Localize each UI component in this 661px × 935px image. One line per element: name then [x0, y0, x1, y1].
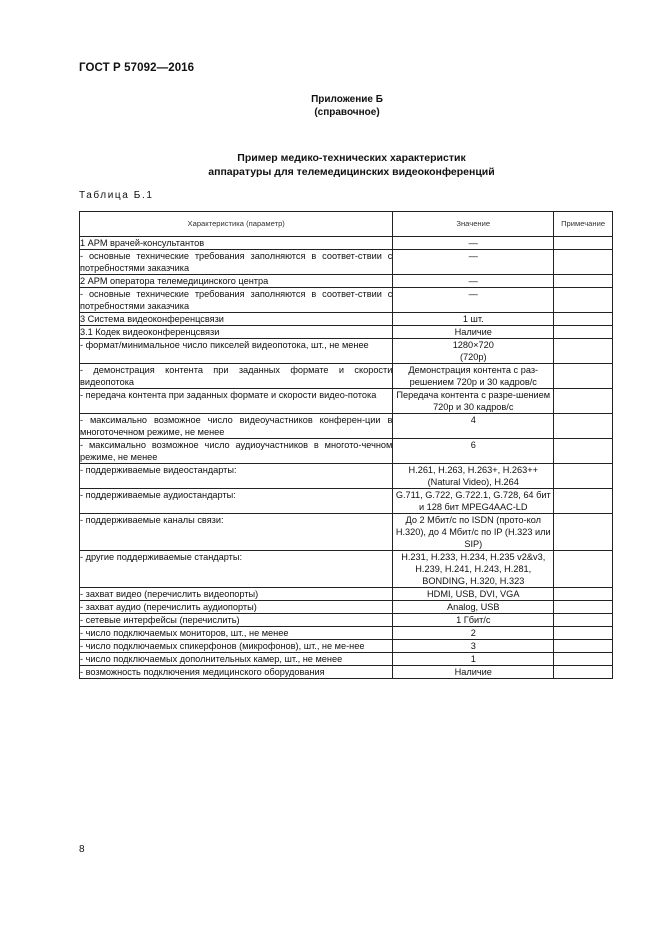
value-cell: Наличие [393, 326, 554, 339]
note-cell [554, 339, 613, 364]
parameter-cell: - число подключаемых спикерфонов (микрофонов), шт., не ме-нее [80, 640, 393, 653]
table-row [80, 339, 613, 364]
value-cell: Демонстрация контента с раз-решением 720p и 30 кадров/с [393, 364, 554, 389]
appendix-heading [33, 93, 661, 119]
table-row [80, 364, 613, 389]
value-cell: Передача контента с разре-шением 720p и 30 кадров/с [393, 389, 554, 414]
note-cell [554, 489, 613, 514]
note-cell [554, 389, 613, 414]
note-cell [554, 313, 613, 326]
note-cell [554, 275, 613, 288]
parameter-cell: 1 АРМ врачей-консультантов [80, 237, 393, 250]
parameter-cell: 3 Система видеоконференцсвязи [80, 313, 393, 326]
note-cell [554, 464, 613, 489]
document-title-line-2: аппаратуры для телемедицинских видеоконференций [208, 166, 495, 178]
table-row [80, 439, 613, 464]
table-row [80, 275, 613, 288]
appendix-type: (справочное) [314, 107, 380, 118]
value-cell: 6 [393, 439, 554, 464]
parameter-cell: - сетевые интерфейсы (перечислить) [80, 614, 393, 627]
note-cell [554, 614, 613, 627]
table-row [80, 288, 613, 313]
parameter-cell: - захват аудио (перечислить аудиопорты) [80, 601, 393, 614]
table-label: Таблица Б.1 [79, 190, 154, 201]
table-row [80, 250, 613, 275]
value-cell: 1 шт. [393, 313, 554, 326]
parameter-cell: - возможность подключения медицинского оборудования [80, 666, 393, 679]
table-row [80, 464, 613, 489]
standard-code: ГОСТ Р 57092—2016 [79, 62, 195, 74]
value-cell: — [393, 237, 554, 250]
value-cell: H.261, H.263, H.263+, H.263++ (Natural Video), H.264 [393, 464, 554, 489]
note-cell [554, 551, 613, 588]
value-cell: — [393, 288, 554, 313]
note-cell [554, 237, 613, 250]
value-cell: 4 [393, 414, 554, 439]
value-cell: 2 [393, 627, 554, 640]
value-cell: До 2 Мбит/с по ISDN (прото-кол H.320), до 4 Мбит/с по IP (H.323 или SIP) [393, 514, 554, 551]
note-cell [554, 439, 613, 464]
table-row [80, 640, 613, 653]
value-cell: HDMI, USB, DVI, VGA [393, 588, 554, 601]
note-cell [554, 627, 613, 640]
document-title [21, 151, 661, 179]
document-title-line-1: Пример медико-технических характеристик [237, 152, 466, 164]
parameter-cell: - основные технические требования заполняются в соответ-ствии с потребностями заказчика [80, 251, 393, 273]
column-header-parameter: Характеристика (параметр) [80, 212, 393, 237]
table-row [80, 414, 613, 439]
value-cell: H.231, H.233, H.234, H.235 v2&v3, H.239, H.241, H.243, H.281, BONDING, H.320, H.323 [393, 551, 554, 588]
table-header-row [80, 212, 613, 237]
parameter-cell: - захват видео (перечислить видеопорты) [80, 588, 393, 601]
note-cell [554, 250, 613, 275]
value-cell: G.711, G.722, G.722.1, G.728, 64 бит и 128 бит MPEG4AAC-LD [393, 489, 554, 514]
table-body [80, 237, 613, 679]
value-cell: Наличие [393, 666, 554, 679]
parameter-cell: - формат/минимальное число пикселей видеопотока, шт., не менее [80, 339, 393, 364]
parameter-cell: - основные технические требования заполняются в соответ-ствии с потребностями заказчика [80, 289, 393, 311]
note-cell [554, 640, 613, 653]
table-row [80, 653, 613, 666]
table-row [80, 588, 613, 601]
note-cell [554, 288, 613, 313]
value-cell: — [393, 250, 554, 275]
parameter-cell: - передача контента при заданных формате и скорости видео-потока [80, 389, 393, 414]
appendix-title: Приложение Б [311, 94, 383, 105]
table-row [80, 313, 613, 326]
value-cell: 1280×720 (720p) [393, 339, 554, 364]
table-row [80, 666, 613, 679]
note-cell [554, 414, 613, 439]
parameter-cell: - поддерживаемые аудиостандарты: [80, 489, 393, 514]
table-row [80, 551, 613, 588]
note-cell [554, 514, 613, 551]
parameter-cell: - другие поддерживаемые стандарты: [80, 551, 393, 588]
note-cell [554, 364, 613, 389]
parameter-cell: - максимально возможное число аудиоучастников в многото-чечном режиме, не менее [80, 440, 393, 462]
parameter-cell: - число подключаемых мониторов, шт., не менее [80, 627, 393, 640]
parameter-cell: - максимально возможное число видеоучастников конферен-ции в многоточечном режиме, не менее [80, 415, 393, 437]
note-cell [554, 653, 613, 666]
table-row [80, 627, 613, 640]
table-row [80, 489, 613, 514]
table-row [80, 237, 613, 250]
page-number: 8 [79, 844, 85, 855]
table-row [80, 389, 613, 414]
spec-table [79, 211, 613, 679]
parameter-cell: - поддерживаемые видеостандарты: [80, 464, 393, 489]
parameter-cell: 2 АРМ оператора телемедицинского центра [80, 275, 393, 288]
parameter-cell: 3.1 Кодек видеоконференцсвязи [80, 326, 393, 339]
table-row [80, 326, 613, 339]
value-cell: 1 Гбит/с [393, 614, 554, 627]
parameter-cell: - поддерживаемые каналы связи: [80, 514, 393, 551]
table-row [80, 514, 613, 551]
parameter-cell: - число подключаемых дополнительных камер, шт., не менее [80, 653, 393, 666]
value-cell: Analog, USB [393, 601, 554, 614]
column-header-note: Примечание [554, 212, 613, 237]
column-header-value: Значение [393, 212, 554, 237]
note-cell [554, 666, 613, 679]
table-row [80, 614, 613, 627]
value-cell: 1 [393, 653, 554, 666]
note-cell [554, 588, 613, 601]
value-cell: — [393, 275, 554, 288]
value-cell: 3 [393, 640, 554, 653]
parameter-cell: - демонстрация контента при заданных формате и скорости видеопотока [80, 365, 393, 387]
note-cell [554, 601, 613, 614]
table-row [80, 601, 613, 614]
note-cell [554, 326, 613, 339]
